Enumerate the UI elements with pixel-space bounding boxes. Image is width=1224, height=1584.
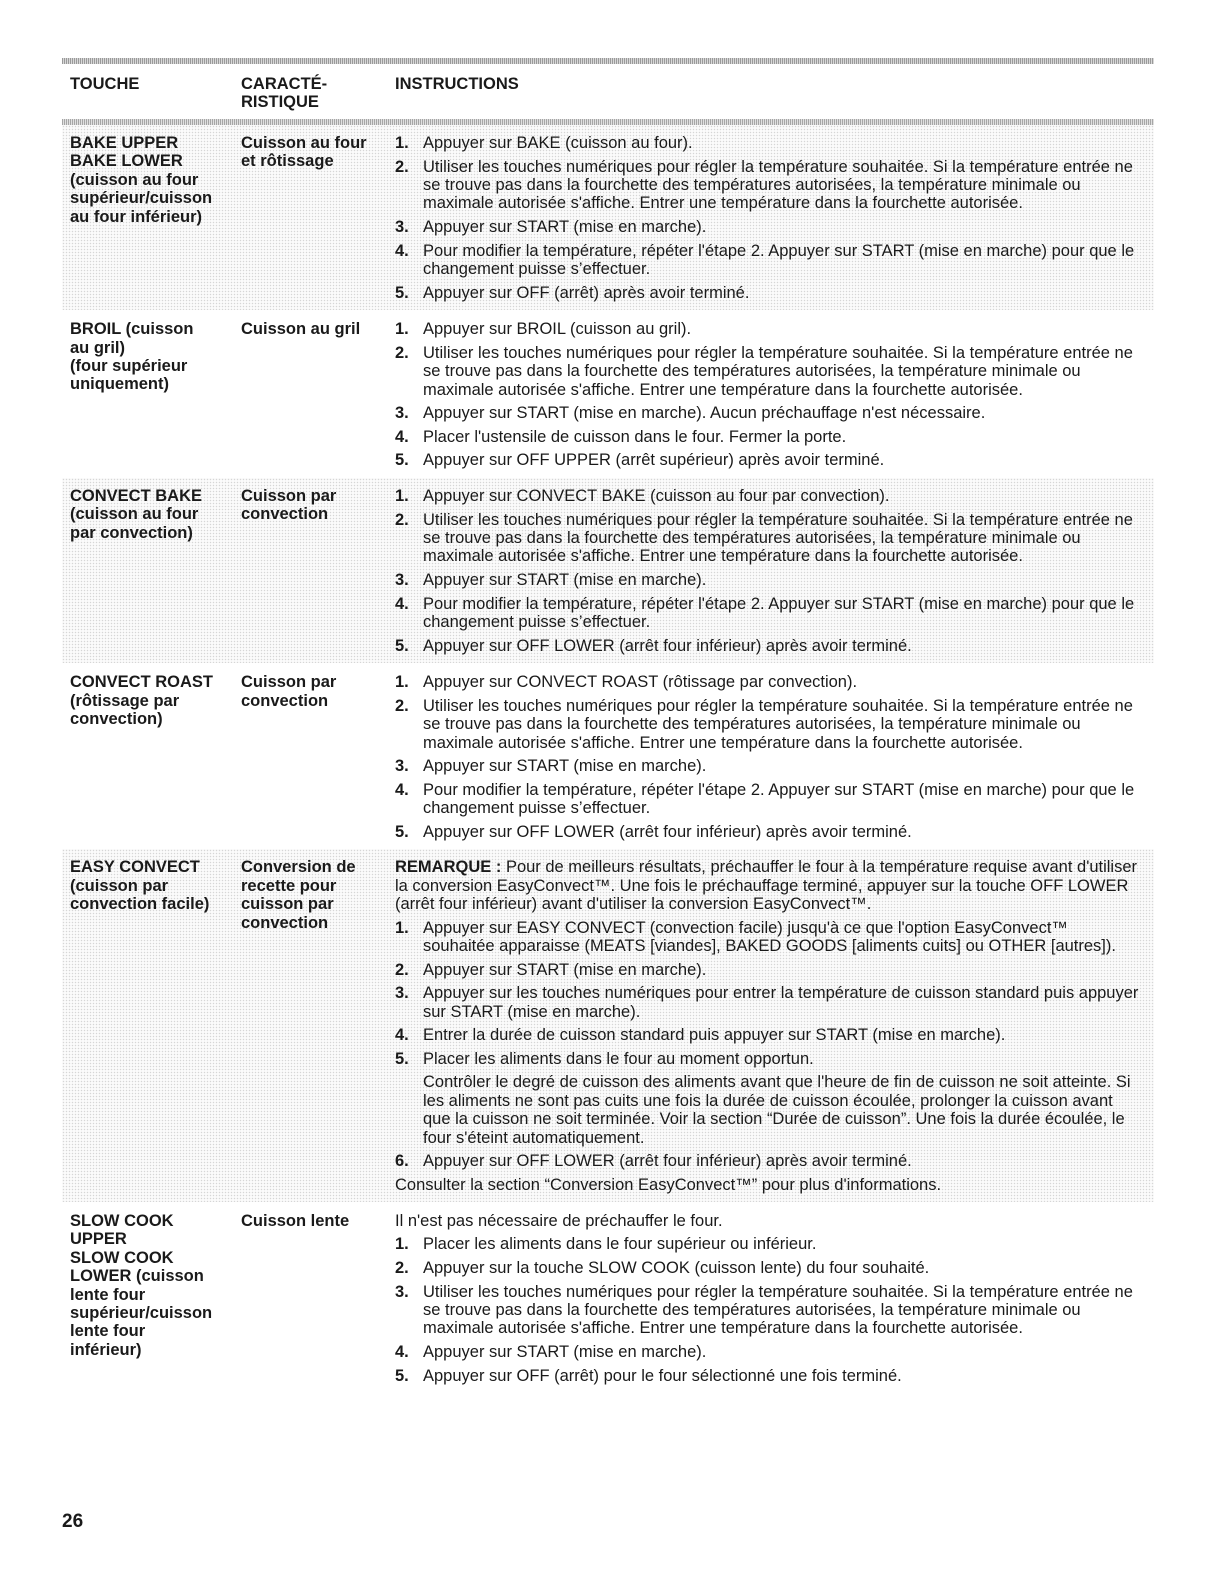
- row-feature: Cuisson par convection: [241, 673, 337, 710]
- step-item: [395, 1259, 1144, 1277]
- step-item: [395, 919, 1144, 956]
- step-number: 1.: [395, 918, 409, 937]
- row-key: EASY CONVECT (cuisson par convection facile): [70, 858, 210, 914]
- step-text: Appuyer sur BAKE (cuisson au four).: [423, 134, 693, 152]
- step-number: 3.: [395, 404, 409, 423]
- row-feature: Cuisson au gril: [241, 320, 361, 339]
- step-text: Entrer la durée de cuisson standard puis appuyer sur START (mise en marche).: [423, 1026, 1006, 1045]
- step-item: [395, 511, 1144, 566]
- step-list: [395, 1235, 1144, 1385]
- step-item: [395, 571, 1144, 589]
- table-row: [62, 849, 1154, 1202]
- table-row: [62, 1202, 1154, 1393]
- step-list: [395, 487, 1144, 655]
- step-text: Appuyer sur la touche SLOW COOK (cuisson lente) du four souhaité.: [423, 1258, 930, 1277]
- step-number: 4.: [395, 241, 409, 260]
- step-item: [395, 242, 1144, 279]
- step-list: [395, 673, 1144, 841]
- step-text: Appuyer sur START (mise en marche). Aucun préchauffage n'est nécessaire.: [423, 404, 986, 423]
- row-instructions: [395, 320, 1154, 475]
- step-text: Appuyer sur START (mise en marche).: [423, 960, 707, 979]
- header-caracteristique: CARACTÉ- RISTIQUE: [241, 75, 328, 111]
- step-number: 1.: [395, 486, 409, 505]
- row-key: BAKE UPPER BAKE LOWER (cuisson au four supérieur/cuisson au four inférieur): [70, 134, 213, 226]
- step-number: 2.: [395, 696, 409, 715]
- row-key: SLOW COOK UPPER SLOW COOK LOWER (cuisson lente four supérieur/cuisson lente four inférieur): [70, 1211, 213, 1359]
- step-item: [395, 961, 1144, 979]
- step-list: [395, 134, 1144, 302]
- step-text: Appuyer sur CONVECT ROAST (rôtissage par convection).: [423, 673, 858, 692]
- step-number: 6.: [395, 1151, 409, 1170]
- step-text: Appuyer sur OFF UPPER (arrêt supérieur) après avoir terminé.: [423, 451, 885, 470]
- step-item: [395, 1152, 1144, 1170]
- step-number: 5.: [395, 636, 409, 655]
- step-number: 5.: [395, 451, 409, 470]
- row-key: CONVECT BAKE (cuisson au four par convection): [70, 486, 203, 542]
- row-footer-note: Consulter la section “Conversion EasyConvect™” pour plus d'informations.: [395, 1175, 942, 1194]
- step-number: 1.: [395, 134, 409, 152]
- step-number: 1.: [395, 673, 409, 692]
- step-number: 3.: [395, 218, 409, 236]
- step-number: 4.: [395, 594, 409, 613]
- row-key: BROIL (cuisson au gril) (four supérieur uniquement): [70, 320, 194, 394]
- step-number: 1.: [395, 1235, 409, 1254]
- step-number: 2.: [395, 157, 409, 176]
- step-item: [395, 637, 1144, 655]
- step-item: [395, 218, 1144, 236]
- step-number: 4.: [395, 780, 409, 799]
- step-text: Appuyer sur OFF LOWER (arrêt four inférieur) après avoir terminé.: [423, 1151, 912, 1170]
- step-number: 4.: [395, 1026, 409, 1045]
- row-instructions: [395, 1212, 1154, 1390]
- step-text: Utiliser les touches numériques pour régler la température souhaitée. Si la température entrée ne se trouve pas dans la fourchette des températures autorisées, la température minimale ou maximale autorisée s'affiche. Entrer une température dans la fourchette autorisée.: [423, 157, 1133, 213]
- step-number: 5.: [395, 1366, 409, 1385]
- step-item: [395, 697, 1144, 752]
- step-list: [395, 320, 1144, 470]
- table-row: [62, 310, 1154, 478]
- row-intro: Il n'est pas nécessaire de préchauffer le four.: [395, 1211, 723, 1230]
- step-number: 5.: [395, 283, 409, 302]
- step-text: Appuyer sur START (mise en marche).: [423, 570, 707, 589]
- step-list: [395, 919, 1144, 1069]
- step-text: Utiliser les touches numériques pour régler la température souhaitée. Si la température entrée ne se trouve pas dans la fourchette des températures autorisées, la température minimale ou maximale autorisée s'affiche. Entrer une température dans la fourchette autorisée.: [423, 1282, 1133, 1338]
- step-number: 2.: [395, 343, 409, 362]
- step-text: Utiliser les touches numériques pour régler la température souhaitée. Si la température entrée ne se trouve pas dans la fourchette des températures autorisées, la température minimale ou maximale autorisée s'affiche. Entrer une température dans la fourchette autorisée.: [423, 696, 1133, 752]
- row-instructions: [395, 487, 1154, 660]
- remark: [395, 858, 1144, 913]
- step-item: [395, 823, 1144, 841]
- step-item: [395, 134, 1144, 152]
- step-item: [395, 404, 1144, 422]
- instructions-table: [62, 58, 1154, 1393]
- step-item: [395, 1235, 1144, 1253]
- step-number: 4.: [395, 427, 409, 446]
- step-text: Appuyer sur START (mise en marche).: [423, 757, 707, 776]
- step-item: [395, 1283, 1144, 1338]
- step-text: Appuyer sur BROIL (cuisson au gril).: [423, 320, 692, 339]
- step-item: [395, 344, 1144, 399]
- step-text: Pour modifier la température, répéter l'étape 2. Appuyer sur START (mise en marche) pour que le changement puisse s’effectuer.: [423, 594, 1135, 631]
- row-feature: Cuisson au four et rôtissage: [241, 134, 367, 171]
- step-item: [395, 757, 1144, 775]
- step-item: [395, 487, 1144, 505]
- step-text: Pour modifier la température, répéter l'étape 2. Appuyer sur START (mise en marche) pour que le changement puisse s’effectuer.: [423, 780, 1135, 818]
- step-number: 1.: [395, 320, 409, 339]
- step-number: 4.: [395, 1342, 409, 1361]
- step-text: Appuyer sur OFF LOWER (arrêt four inférieur) après avoir terminé.: [423, 636, 912, 655]
- step-text: Appuyer sur START (mise en marche).: [423, 1342, 707, 1361]
- step-number: 2.: [395, 510, 409, 529]
- table-row: [62, 663, 1154, 849]
- step-number: 3.: [395, 1282, 409, 1301]
- step-text: Appuyer sur EASY CONVECT (convection facile) jusqu'à ce que l'option EasyConvect™ souhaitée apparaisse (MEATS [viandes], BAKED GOODS [aliments cuits] ou OTHER [autres]).: [423, 918, 1116, 955]
- row-instructions: [395, 858, 1154, 1199]
- step-item: [395, 158, 1144, 213]
- step-text: Appuyer sur OFF LOWER (arrêt four inférieur) après avoir terminé.: [423, 822, 912, 841]
- step-item: [395, 1050, 1144, 1068]
- step-continuation: Contrôler le degré de cuisson des aliments avant que l'heure de fin de cuisson ne soit atteinte. Si les aliments ne sont pas cuits une fois la durée de cuisson écoulée, prolonger la cuisson avant que la cuisson ne soit terminée. Voir la section “Durée de cuisson”. Une fois la durée écoulée, le four s'éteint automatiquement.: [423, 1073, 1131, 1147]
- step-text: Appuyer sur START (mise en marche).: [423, 218, 707, 236]
- step-text: Appuyer sur CONVECT BAKE (cuisson au four par convection).: [423, 486, 890, 505]
- page-number: 26: [62, 1511, 84, 1532]
- row-feature: Conversion de recette pour cuisson par convection: [241, 858, 356, 932]
- step-number: 3.: [395, 984, 409, 1003]
- step-text: Utiliser les touches numériques pour régler la température souhaitée. Si la température entrée ne se trouve pas dans la fourchette des températures autorisées, la température minimale ou maximale autorisée s'affiche. Entrer une température dans la fourchette autorisée.: [423, 343, 1133, 399]
- step-number: 2.: [395, 960, 409, 979]
- step-number: 2.: [395, 1258, 409, 1277]
- step-item: [395, 1367, 1144, 1385]
- step-list: [395, 1152, 1144, 1170]
- table-row: [62, 125, 1154, 310]
- step-number: 5.: [395, 822, 409, 841]
- row-key: CONVECT ROAST (rôtissage par convection): [70, 673, 214, 728]
- step-item: [395, 1026, 1144, 1044]
- step-item: [395, 451, 1144, 469]
- step-text: Placer l'ustensile de cuisson dans le four. Fermer la porte.: [423, 427, 847, 446]
- header-instructions: INSTRUCTIONS: [395, 75, 519, 93]
- step-item: [395, 781, 1144, 818]
- row-instructions: [395, 134, 1154, 307]
- step-item: [395, 984, 1144, 1021]
- step-text: Placer les aliments dans le four supérieur ou inférieur.: [423, 1235, 817, 1254]
- step-number: 3.: [395, 757, 409, 776]
- step-text: Appuyer sur OFF (arrêt) pour le four sélectionné une fois terminé.: [423, 1366, 902, 1385]
- step-text: Utiliser les touches numériques pour régler la température souhaitée. Si la température entrée ne se trouve pas dans la fourchette des températures autorisées, la température minimale ou maximale autorisée s'affiche. Entrer une température dans la fourchette autorisée.: [423, 510, 1133, 566]
- step-text: Placer les aliments dans le four au moment opportun.: [423, 1049, 814, 1068]
- remark-text: Pour de meilleurs résultats, préchauffer le four à la température requise avant d'utiliser la conversion EasyConvect™. Une fois le préchauffage terminé, appuyer sur la touche OFF LOWER (arrêt four inférieur) avant d'utiliser la conversion EasyConvect™.: [395, 858, 1138, 914]
- row-feature: Cuisson lente: [241, 1211, 350, 1230]
- step-item: [395, 428, 1144, 446]
- step-number: 3.: [395, 570, 409, 589]
- row-feature: Cuisson par convection: [241, 486, 337, 524]
- step-text: Appuyer sur OFF (arrêt) après avoir terminé.: [423, 283, 750, 302]
- table-row: [62, 478, 1154, 663]
- header-touche: TOUCHE: [70, 75, 140, 93]
- step-item: [395, 320, 1144, 338]
- remark-label: REMARQUE :: [395, 858, 502, 877]
- table-header: [62, 64, 1154, 119]
- step-text: Appuyer sur les touches numériques pour entrer la température de cuisson standard puis appuyer sur START (mise en marche).: [423, 984, 1139, 1021]
- step-text: Pour modifier la température, répéter l'étape 2. Appuyer sur START (mise en marche) pour que le changement puisse s’effectuer.: [423, 241, 1135, 278]
- step-item: [395, 1343, 1144, 1361]
- step-item: [395, 673, 1144, 691]
- step-number: 5.: [395, 1049, 409, 1068]
- step-item: [395, 284, 1144, 302]
- row-instructions: [395, 673, 1154, 846]
- step-item: [395, 595, 1144, 632]
